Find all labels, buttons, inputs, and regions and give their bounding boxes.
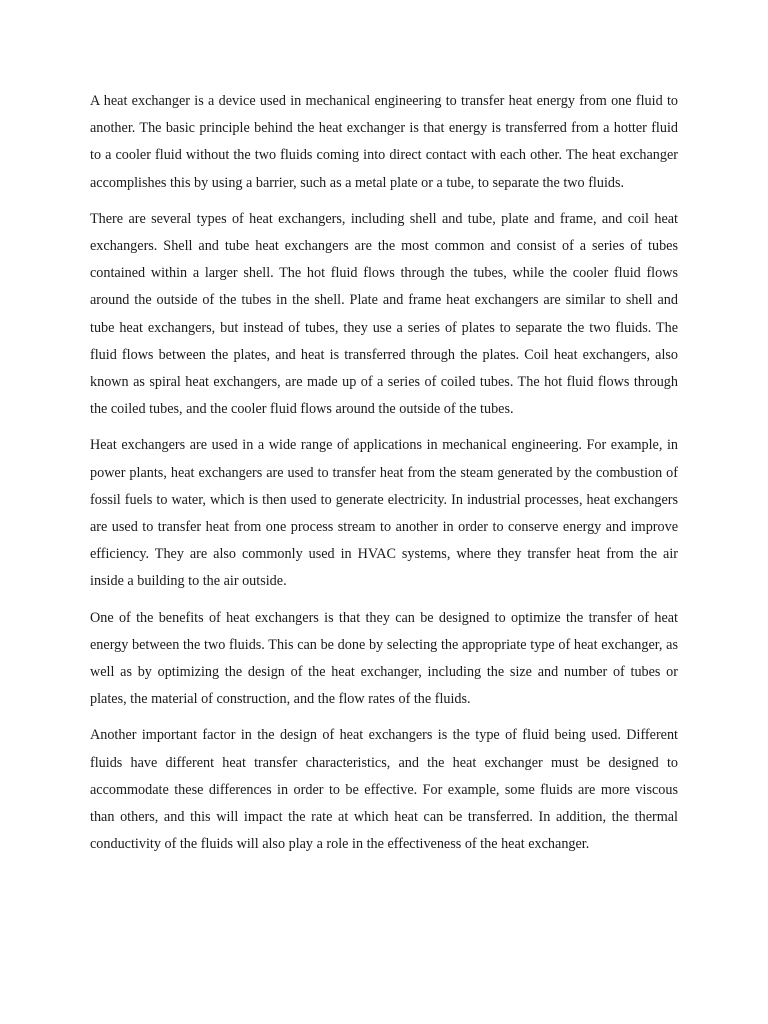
paragraph-types: There are several types of heat exchangers, including shell and tube, plate and frame, and coil heat exchangers. Shell and tube heat exchangers are the most common and consist of a series of tubes contained within a larger shell. The hot fluid flows through the tubes, while the cooler fluid flows around the outside of the tubes in the shell. Plate and frame heat exchangers are similar to shell and tube heat exchangers, but instead of tubes, they use a series of plates to separate the two fluids. The fluid flows between the plates, and heat is transferred through the plates. Coil heat exchangers, also known as spiral heat exchangers, are made up of a series of coiled tubes. The hot fluid flows through the coiled tubes, and the cooler fluid flows around the outside of the tubes. (90, 210, 678, 418)
document-body (90, 88, 678, 867)
paragraph-intro: A heat exchanger is a device used in mechanical engineering to transfer heat energy from one fluid to another. The basic principle behind the heat exchanger is that energy is transferred from a hotter fluid to a cooler fluid without the two fluids coming into direct contact with each other. The heat exchanger accomplishes this by using a barrier, such as a metal plate or a tube, to separate the two fluids. (90, 93, 678, 191)
paragraph-benefits: One of the benefits of heat exchangers is that they can be designed to optimize the transfer of heat energy between the two fluids. This can be done by selecting the appropriate type of heat exchanger, as well as by optimizing the design of the heat exchanger, including the size and number of tubes or plates, the material of construction, and the flow rates of the fluids. (90, 609, 678, 708)
paragraph-fluid-factors: Another important factor in the design of heat exchangers is the type of fluid being used. Different fluids have different heat transfer characteristics, and the heat exchanger must be designed to accommodate these differences in order to be effective. For example, some fluids are more viscous than others, and this will impact the rate at which heat can be transferred. In addition, the thermal conductivity of the fluids will also play a role in the effectiveness of the heat exchanger. (90, 727, 678, 853)
paragraph-applications: Heat exchangers are used in a wide range of applications in mechanical engineering. For example, in power plants, heat exchangers are used to transfer heat from the steam generated by the combustion of fossil fuels to water, which is then used to generate electricity. In industrial processes, heat exchangers are used to transfer heat from one process stream to another in order to conserve energy and improve efficiency. They are also commonly used in HVAC systems, where they transfer heat from the air inside a building to the air outside. (90, 437, 678, 590)
